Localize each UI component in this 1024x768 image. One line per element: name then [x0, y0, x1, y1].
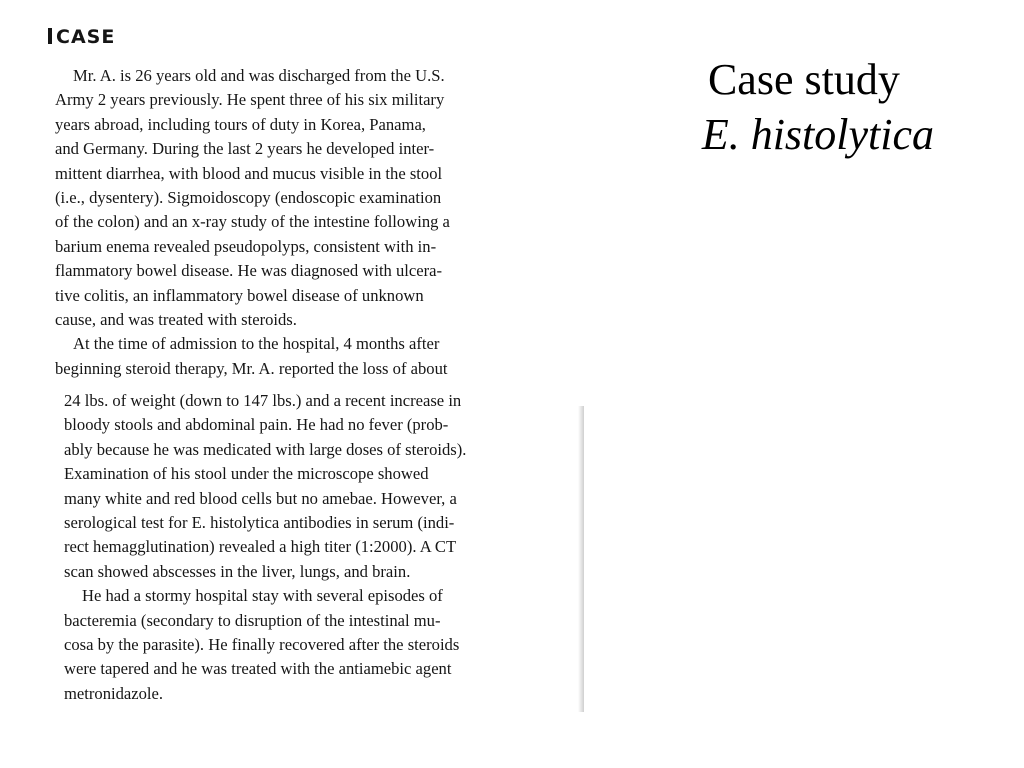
text-line: beginning steroid therapy, Mr. A. reported the loss of about: [55, 358, 448, 378]
case-header: [48, 26, 115, 48]
text-line: of the colon) and an x-ray study of the intestine following a: [55, 212, 450, 232]
text-line: ably because he was medicated with large doses of steroids).: [64, 439, 467, 459]
text-line: 24 lbs. of weight (down to 147 lbs.) and a recent increase in: [64, 391, 462, 410]
text-line: metronidazole.: [64, 683, 164, 703]
text-line: He had a stormy hospital stay with several episodes of: [82, 586, 443, 606]
text-line: tive colitis, an inflammatory bowel disease of unknown: [55, 285, 424, 305]
slide-title: [702, 52, 934, 162]
text-line: Examination of his stool under the microscope showed: [64, 464, 429, 484]
text-line: Mr. A. is 26 years old and was discharged from the U.S.: [73, 66, 445, 85]
title-line-2: E. histolytica: [701, 110, 934, 159]
header-bar-mark: [48, 28, 52, 44]
text-line: (i.e., dysentery). Sigmoidoscopy (endoscopic examination: [55, 187, 442, 207]
text-line: years abroad, including tours of duty in Korea, Panama,: [55, 114, 426, 134]
text-line: and Germany. During the last 2 years he developed inter-: [55, 139, 435, 159]
scanned-case-page: [40, 26, 586, 712]
text-line: rect hemagglutination) revealed a high titer (1:2000). A CT: [64, 537, 457, 557]
text-line: many white and red blood cells but no amebae. However, a: [64, 488, 457, 508]
title-line-1: Case study: [707, 55, 900, 104]
text-line: flammatory bowel disease. He was diagnosed with ulcera-: [55, 261, 443, 281]
scan-shadow-edge: [578, 406, 584, 712]
text-line: barium enema revealed pseudopolyps, consistent with in-: [55, 236, 437, 256]
case-text-lower: [64, 389, 466, 706]
text-line: were tapered and he was treated with the antiamebic agent: [64, 659, 452, 679]
text-line: bloody stools and abdominal pain. He had no fever (prob-: [64, 415, 449, 435]
text-line: Army 2 years previously. He spent three of his six military: [55, 90, 445, 110]
text-line: At the time of admission to the hospital, 4 months after: [73, 334, 440, 354]
case-header-label: CASE: [56, 26, 116, 48]
text-line: cosa by the parasite). He finally recovered after the steroids: [64, 634, 460, 654]
text-line: scan showed abscesses in the liver, lungs, and brain.: [64, 561, 411, 581]
text-line: cause, and was treated with steroids.: [55, 309, 297, 329]
text-line: mittent diarrhea, with blood and mucus visible in the stool: [55, 163, 443, 183]
case-text-upper: [55, 64, 450, 381]
text-line: serological test for E. histolytica antibodies in serum (indi-: [64, 512, 455, 532]
text-line: bacteremia (secondary to disruption of the intestinal mu-: [64, 610, 441, 630]
